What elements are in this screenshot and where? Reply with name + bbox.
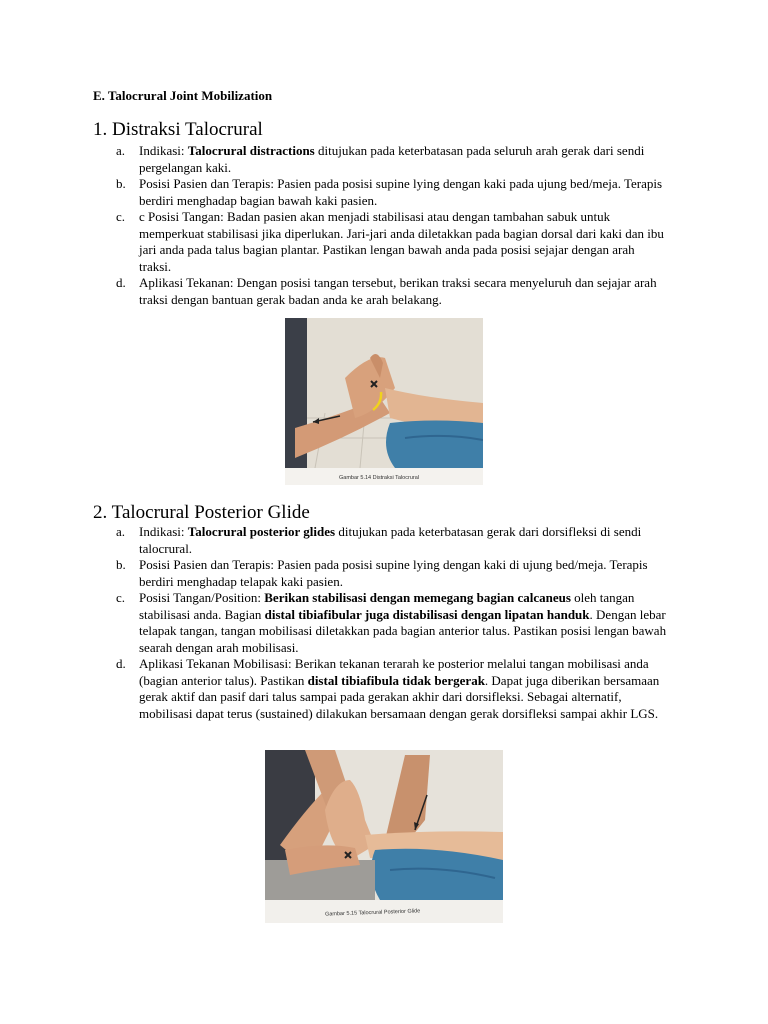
item-text: Posisi Pasien dan Terapis: Pasien pada posisi supine lying dengan kaki di ujung bed/meja. Terapis berdiri menghadap telapak kaki pasien. (139, 557, 648, 589)
photo-illustration (265, 750, 503, 923)
section-2-number: 2. (93, 502, 108, 523)
list-item (113, 209, 668, 275)
photo-illustration (285, 318, 483, 485)
list-marker: b. (116, 557, 126, 572)
item-bold-text: Talocrural distractions (187, 143, 315, 158)
list-item (113, 524, 668, 557)
item-text: ditujukan pada keterbatasan pada seluruh arah gerak dari sendi pergelangan kaki. (139, 143, 645, 175)
list-marker: b. (116, 176, 126, 191)
list-item (113, 590, 668, 656)
section-heading: E. Talocrural Joint Mobilization (93, 88, 273, 103)
figure-caption: Gambar 5.15 Talocrural Posterior Glide (324, 908, 421, 918)
list-item (113, 176, 668, 209)
list-item (113, 557, 668, 590)
list-marker: c. (116, 590, 126, 605)
item-bold-text: distal tibiafibula tidak bergerak (307, 672, 485, 688)
section-2-title (93, 502, 310, 524)
item-text: oleh tangan stabilisasi anda. Bagian (139, 590, 635, 622)
list-marker: d. (116, 275, 126, 290)
figure-distraksi-photo (285, 318, 483, 485)
list-item (113, 656, 668, 722)
list-marker: a. (116, 143, 126, 158)
list-item (113, 143, 668, 176)
figure-caption: Gambar 5.14 Distraksi Talocrural (339, 475, 419, 481)
figure-posterior-glide-photo (265, 750, 503, 923)
section-1-number: 1. (93, 119, 108, 140)
item-text: Posisi Pasien dan Terapis: Pasien pada posisi supine lying dengan kaki pada ujung bed/meja. Terapis berdiri menghadap bagian bawah kaki pasien. (139, 176, 663, 208)
item-bold-text: Talocrural posterior glides (187, 524, 336, 539)
section-2-list (113, 524, 668, 722)
list-item (113, 275, 668, 308)
section-2-title-text: Talocrural Posterior Glide (111, 502, 310, 523)
list-marker: d. (116, 656, 126, 671)
item-text: Posisi Tangan/Position: (139, 590, 265, 605)
item-text: Aplikasi Tekanan Mobilisasi: Berikan tekanan terarah ke posterior melalui tangan mobilisasi anda (bagian anterior talus). Pastikan (139, 656, 649, 688)
item-text: c Posisi Tangan: Badan pasien akan menjadi stabilisasi atau dengan tambahan sabuk untuk memperkuat stabilisasi jika diperlukan. Jari-jari anda diletakkan pada bagian dorsal dari kaki dan ibu jari anda pada talus bagian plantar. Pastikan lengan bawah anda pada posisi sejajar dengan arah traksi. (139, 209, 664, 274)
item-text: Indikasi: (139, 524, 188, 539)
item-text: Aplikasi Tekanan: Dengan posisi tangan tersebut, berikan traksi secara menyeluruh dan sejajar arah traksi dengan bantuan gerak badan anda ke arah belakang. (139, 275, 657, 307)
item-text: . Dengan lebar telapak tangan, tangan mobilisasi diletakkan pada bagian anterior talus. Pastikan posisi lengan bawah searah dengan arah mobilisasi. (139, 606, 667, 655)
item-bold-text: distal tibiafibular juga distabilisasi dengan lipatan handuk (264, 606, 590, 622)
item-bold-text: Berikan stabilisasi dengan memegang bagian calcaneus (264, 590, 571, 605)
item-text: . Dapat juga diberikan bersamaan gerak aktif dan pasif dari talus sampai pada gerakan akhir dari dorsifleksi. Sebagai alternatif, mobilisasi dapat terus (sustained) dilakukan bersamaan dengan gerak dorsifleksi sampai akhir LGS. (139, 672, 660, 721)
list-marker: a. (116, 524, 126, 539)
item-text: ditujukan pada keterbatasan gerak dari dorsifleksi di sendi talocrural. (139, 524, 642, 556)
section-1-list (113, 143, 668, 308)
item-text: Indikasi: (139, 143, 188, 158)
list-marker: c. (116, 209, 126, 224)
section-1-title-text: Distraksi Talocrural (112, 119, 263, 140)
section-1-title (93, 119, 263, 141)
